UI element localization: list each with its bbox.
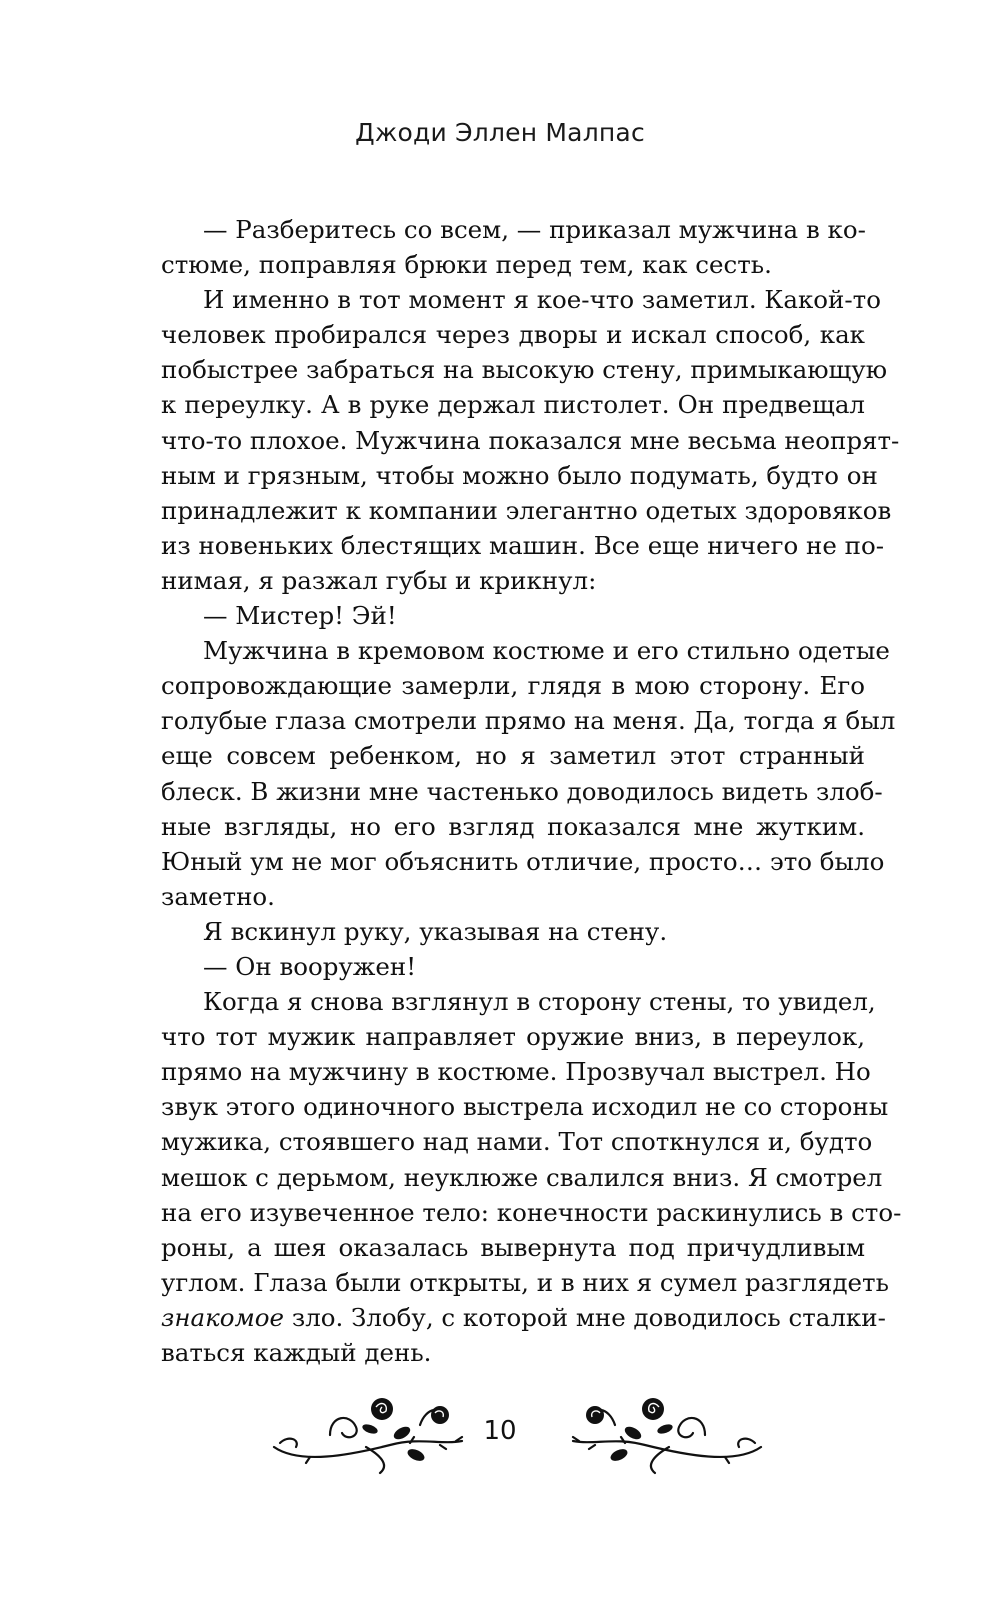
text-line: побыстрее забраться на высокую стену, примыкающую	[161, 355, 888, 385]
text-line: звук этого одиночного выстрела исходил не со стороны	[161, 1092, 889, 1122]
text-line: — Мистер! Эй!	[203, 601, 397, 631]
text-line: И именно в тот момент я кое-что заметил. Какой-то	[203, 285, 881, 315]
text-line: нимая, я разжал губы и крикнул:	[161, 565, 597, 595]
text-line: человек пробирался через дворы и искал способ, как	[161, 320, 865, 350]
text-line: блеск. В жизни мне частенько доводилось видеть злоб-	[161, 776, 883, 806]
text-line: на его изувеченное тело: конечности раскинулись в сто-	[161, 1197, 902, 1227]
text-line: заметно.	[161, 881, 275, 911]
page-number: 10	[483, 1416, 517, 1446]
text-line: ваться каждый день.	[161, 1338, 432, 1367]
text-line: что тот мужик направляет оружие вниз, в переулок,	[161, 1022, 865, 1052]
text-line: Мужчина в кремовом костюме и его стильно одетые	[203, 636, 890, 666]
text-line: мужика, стоявшего над нами. Тот споткнулся и, будто	[161, 1127, 873, 1157]
text-line: к переулку. А в руке держал пистолет. Он предвещал	[161, 390, 865, 420]
text-line: мешок с дерьмом, неуклюже свалился вниз. Я смотрел	[161, 1162, 883, 1192]
text-line: углом. Глаза были открыты, и в них я сумел разглядеть	[161, 1267, 889, 1297]
text-line: еще совсем ребенком, но я заметил этот странный	[161, 741, 865, 771]
text-line: ным и грязным, чтобы можно было подумать, будто он	[161, 460, 878, 490]
body-text	[161, 212, 902, 1370]
text-line: — Он вооружен!	[203, 951, 417, 981]
text-line: роны, а шея оказалась вывернута под причудливым	[161, 1232, 865, 1262]
text-line: что-то плохое. Мужчина показался мне весьма неопрят-	[161, 425, 900, 455]
text-line: — Разберитесь со всем, — приказал мужчина в ко-	[203, 215, 866, 244]
text-line: из новеньких блестящих машин. Все еще ничего не по-	[161, 530, 884, 560]
text-line: принадлежит к компании элегантно одетых здоровяков	[161, 495, 892, 525]
text-line: голубые глаза смотрели прямо на меня. Да, тогда я был	[161, 706, 896, 736]
italic-emphasis: знакомое	[161, 1302, 285, 1332]
text-line: Юный ум не мог объяснить отличие, просто… это было	[161, 846, 885, 876]
running-head-author: Джоди Эллен Малпас	[355, 118, 645, 147]
text-line: стюме, поправляя брюки перед тем, как сесть.	[161, 250, 772, 280]
text-line: Я вскинул руку, указывая на стену.	[203, 916, 668, 946]
text-line: ные взгляды, но его взгляд показался мне жутким.	[161, 811, 865, 841]
text-line: знакомое зло. Злобу, с которой мне доводилось сталки-	[161, 1302, 886, 1332]
text-line: сопровождающие замерли, глядя в мою сторону. Его	[161, 671, 865, 701]
text-line: Когда я снова взглянул в сторону стены, то увидел,	[203, 987, 876, 1017]
text-line: прямо на мужчину в костюме. Прозвучал выстрел. Но	[161, 1057, 871, 1087]
